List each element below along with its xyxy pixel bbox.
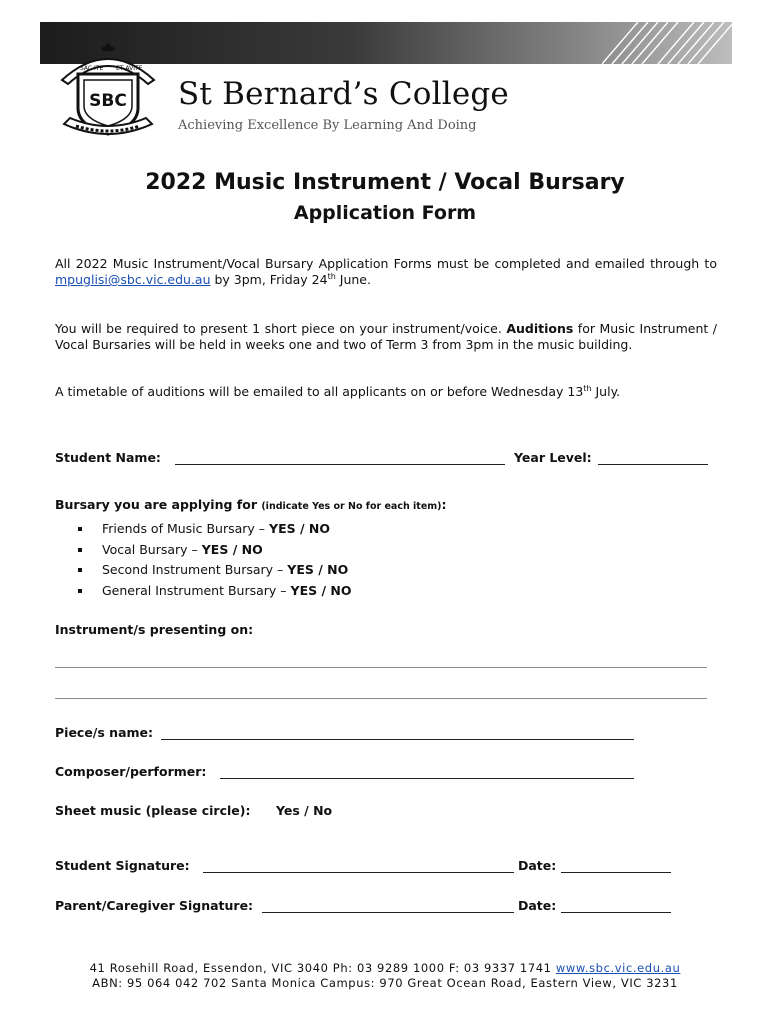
logo-motto-right: ET AVITE	[116, 65, 143, 72]
year-level-field[interactable]	[598, 464, 708, 465]
list-item[interactable]	[78, 560, 351, 581]
parent-date-field[interactable]	[561, 912, 671, 913]
list-item[interactable]	[78, 519, 351, 540]
piece-name-field[interactable]	[161, 739, 634, 740]
yes-no-options[interactable]: YES / NO	[287, 562, 349, 577]
intro-p3-text: A timetable of auditions will be emailed to all applicants on or before Wednesday 13	[55, 384, 584, 399]
instrument-field-line-2[interactable]	[55, 698, 707, 699]
intro-p1-end: June.	[335, 272, 371, 287]
bursary-name: Friends of Music Bursary –	[102, 521, 270, 536]
footer-abn: ABN: 95 064 042 702 Santa Monica Campus: 970 Great Ocean Road, Eastern View, VIC 3231	[92, 976, 678, 990]
form-subtitle: Application Form	[293, 202, 477, 224]
student-signature-label: Student Signature:	[55, 858, 190, 873]
bursary-name: Second Instrument Bursary –	[102, 562, 288, 577]
bursary-name: Vocal Bursary –	[102, 541, 202, 557]
intro-p3-end: July.	[591, 384, 621, 399]
intro-paragraph-3	[55, 384, 717, 400]
sheet-music-options[interactable]: Yes / No	[276, 803, 333, 818]
bursary-heading	[55, 497, 447, 512]
bursary-name: General Instrument Bursary –	[102, 582, 291, 598]
intro-p1-text: All 2022 Music Instrument/Vocal Bursary Application Forms must be completed and emailed through to	[55, 256, 717, 271]
list-item[interactable]	[78, 581, 351, 602]
logo-initials: SBC	[89, 91, 127, 111]
intro-p3-sup: th	[583, 383, 592, 393]
instrument-field-line-1[interactable]	[55, 667, 707, 668]
sheet-music-label: Sheet music (please circle):	[55, 803, 251, 818]
student-date-field[interactable]	[561, 872, 671, 873]
website-link[interactable]: www.sbc.vic.edu.au	[555, 961, 681, 975]
list-item[interactable]	[78, 540, 351, 561]
footer-address-text: 41 Rosehill Road, Essendon, VIC 3040 Ph: 03 9289 1000 F: 03 9337 1741	[89, 961, 556, 975]
yes-no-options[interactable]: YES / NO	[290, 582, 352, 598]
parent-signature-field[interactable]	[262, 912, 514, 913]
composer-label: Composer/performer:	[55, 764, 207, 779]
college-name: St Bernard’s College	[178, 76, 509, 112]
college-crest-logo	[56, 40, 160, 140]
bursary-note: (indicate Yes or No for each item)	[261, 501, 442, 512]
piece-name-label: Piece/s name:	[55, 725, 154, 740]
email-link[interactable]: mpuglisi@sbc.vic.edu.au	[55, 272, 211, 287]
parent-signature-label: Parent/Caregiver Signature:	[55, 898, 254, 913]
parent-date-label: Date:	[518, 898, 557, 913]
yes-no-options[interactable]: YES / NO	[269, 521, 330, 536]
auditions-bold: Auditions	[506, 321, 574, 336]
footer-address	[0, 961, 770, 976]
student-name-field[interactable]	[175, 464, 505, 465]
composer-field[interactable]	[220, 778, 634, 779]
banner-stripes	[602, 22, 732, 64]
intro-p2-rest: for Music Instrument / Vocal Bursaries will be held in weeks one and two of Term 3 from 3pm in the music building.	[55, 321, 717, 352]
intro-paragraph-2	[55, 321, 717, 353]
bursary-list	[78, 519, 351, 601]
student-signature-field[interactable]	[203, 872, 514, 873]
college-motto: Achieving Excellence By Learning And Doing	[178, 118, 477, 133]
student-name-label: Student Name:	[55, 450, 161, 465]
bursary-colon: :	[441, 497, 447, 512]
intro-p1-sup: th	[327, 271, 336, 281]
student-date-label: Date:	[518, 858, 557, 873]
yes-no-options[interactable]: YES / NO	[201, 541, 263, 557]
intro-p1-deadline: by 3pm, Friday 24	[210, 272, 328, 287]
instrument-label: Instrument/s presenting on:	[55, 622, 254, 637]
year-level-label: Year Level:	[514, 450, 592, 465]
form-title: 2022 Music Instrument / Vocal Bursary	[145, 170, 625, 195]
intro-p2-text: You will be required to present 1 short piece on your instrument/voice.	[55, 321, 507, 336]
bursary-label: Bursary you are applying for	[55, 497, 257, 512]
logo-motto-left: SAC ITE	[80, 65, 104, 72]
intro-paragraph-1	[55, 256, 717, 288]
